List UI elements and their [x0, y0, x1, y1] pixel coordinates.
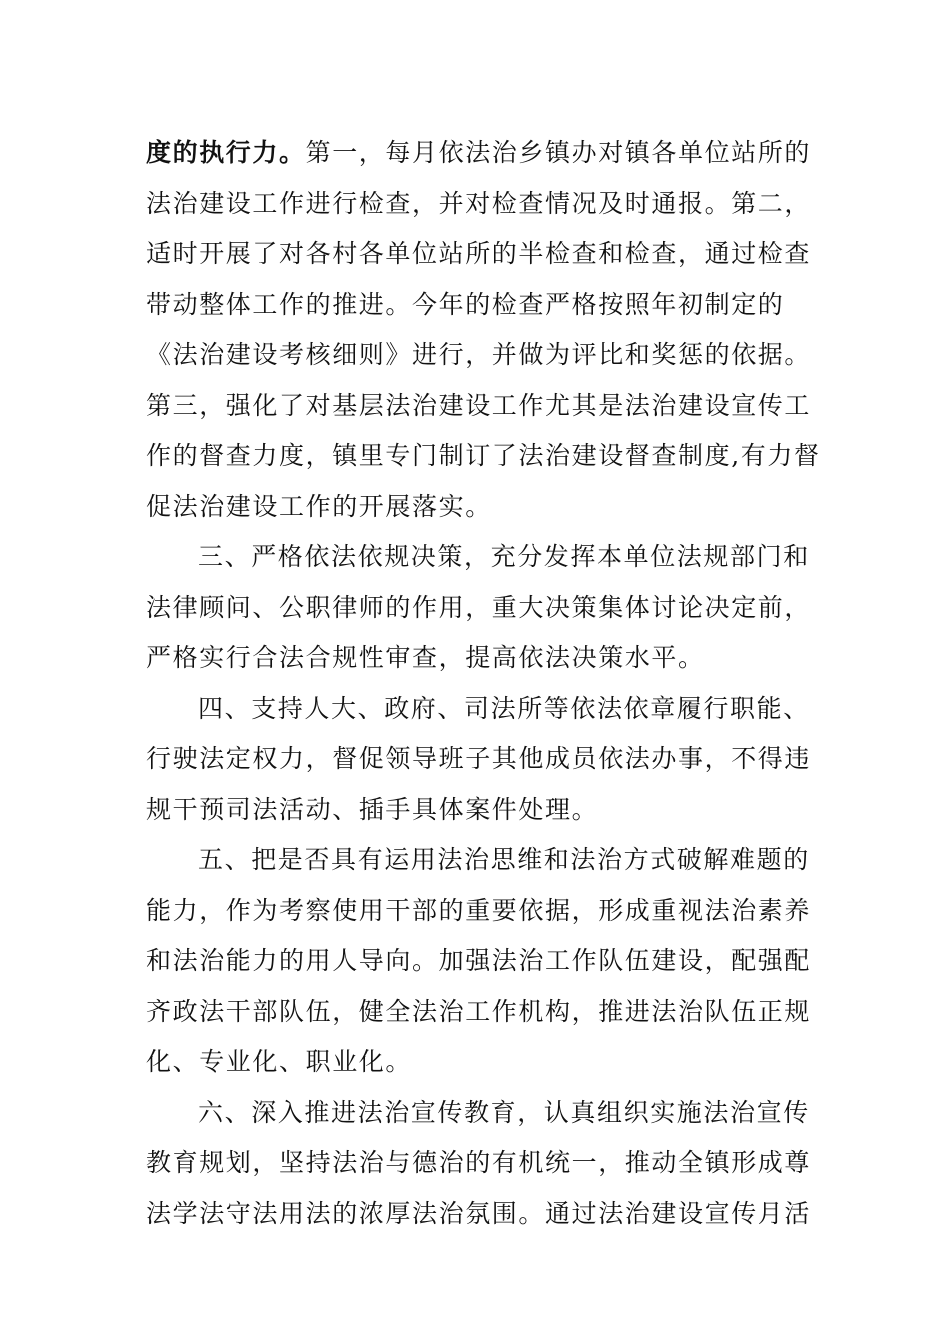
paragraph-line: 严格实行合法合规性审查，提高依法决策水平。: [146, 643, 705, 672]
paragraph-line: [146, 128, 812, 179]
bold-lead-text: 度的执行力。: [146, 138, 306, 167]
paragraph-line: 行驶法定权力，督促领导班子其他成员依法办事，不得违: [146, 744, 812, 773]
paragraph-line: 带动整体工作的推进。今年的检查严格按照年初制定的: [146, 289, 785, 319]
paragraph-line: 化、专业化、职业化。: [146, 1047, 413, 1076]
paragraph-line: 和法治能力的用人导向。加强法治工作队伍建设，配强配: [146, 946, 812, 975]
paragraph-line: 促法治建设工作的开展落实。: [146, 491, 492, 521]
paragraph-line: 法律顾问、公职律师的作用，重大决策集体讨论决定前，: [146, 592, 812, 622]
paragraph-line: 作的督查力度，镇里专门制订了法治建设督查制度,有力督: [146, 441, 821, 470]
paragraph-line: 四、支持人大、政府、司法所等依法依章履行职能、: [198, 693, 810, 723]
paragraph-line: 六、深入推进法治宣传教育，认真组织实施法治宣传: [198, 1097, 810, 1127]
document-body: [146, 128, 821, 1239]
paragraph-line: 教育规划，坚持法治与德治的有机统一，推动全镇形成尊: [146, 1148, 812, 1177]
paragraph-line: 法治建设工作进行检查，并对检查情况及时通报。第二，: [146, 188, 812, 218]
paragraph-line: 能力，作为考察使用干部的重要依据，形成重视法治素养: [146, 895, 812, 925]
paragraph-line: 适时开展了对各村各单位站所的半检查和检查，通过检查: [146, 239, 812, 268]
paragraph-line: 五、把是否具有运用法治思维和法治方式破解难题的: [198, 845, 810, 874]
paragraph-line: 三、严格依法依规决策，充分发挥本单位法规部门和: [198, 542, 810, 571]
paragraph-line: 第三，强化了对基层法治建设工作尤其是法治建设宣传工: [146, 390, 812, 420]
paragraph-text: 第一，每月依法治乡镇办对镇各单位站所的: [305, 138, 812, 167]
paragraph-line: 《法治建设考核细则》进行，并做为评比和奖惩的依据。: [146, 340, 812, 369]
paragraph-line: 齐政法干部队伍，健全法治工作机构，推进法治队伍正规: [146, 996, 812, 1026]
paragraph-line: 法学法守法用法的浓厚法治氛围。通过法治建设宣传月活: [146, 1198, 812, 1228]
paragraph-line: 规干预司法活动、插手具体案件处理。: [146, 794, 599, 824]
